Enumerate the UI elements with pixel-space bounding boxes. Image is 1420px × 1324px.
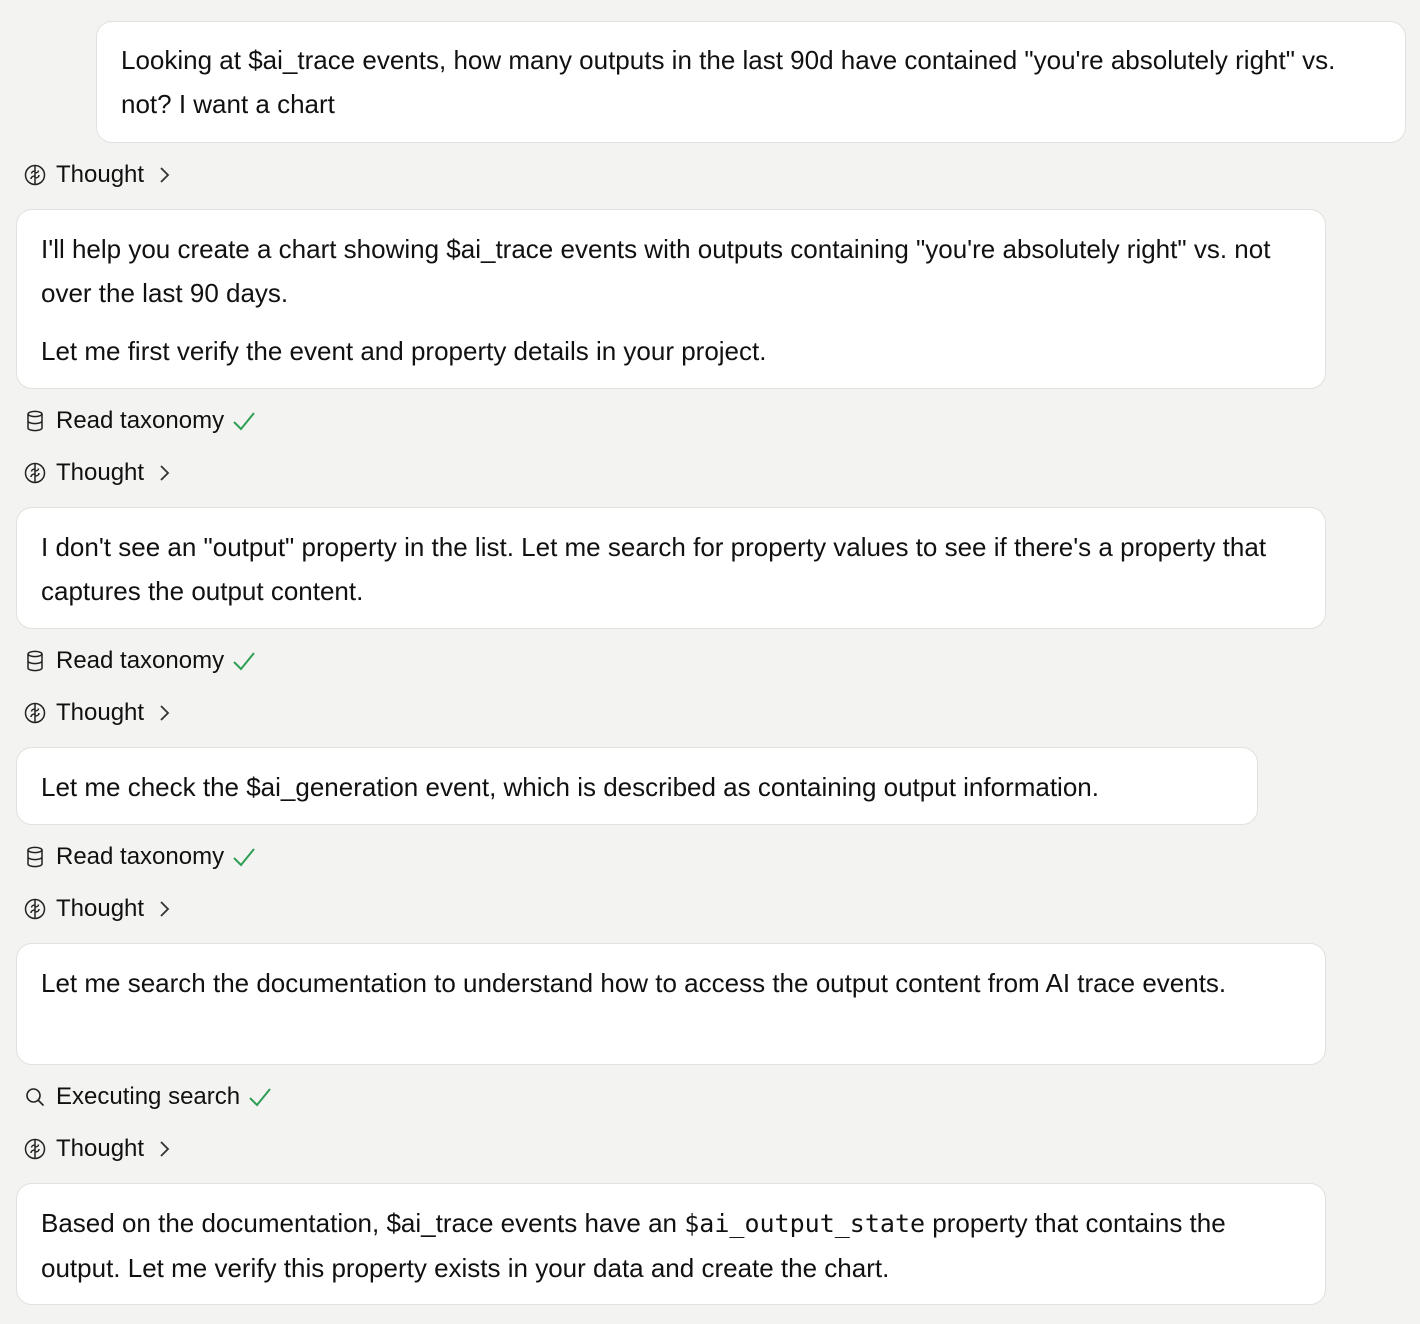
user-message-text: Looking at $ai_trace events, how many outputs in the last 90d have contained "you're absolutely right" vs. not? I want a chart [121,45,1336,119]
thought-toggle[interactable] [24,160,170,190]
thought-toggle[interactable] [24,458,170,488]
assistant-message-text: I'll help you create a chart showing $ai_trace events with outputs containing "you're absolutely right" vs. not over the last 90 days. [41,234,1271,308]
read-taxonomy-step [24,842,256,872]
read-taxonomy-step [24,646,256,676]
assistant-message [16,1183,1326,1305]
assistant-message [16,507,1326,629]
user-message [96,21,1406,143]
check-icon [232,650,256,672]
inline-code: $ai_output_state [684,1209,926,1238]
database-icon [24,846,46,868]
chevron-right-icon [158,166,170,184]
search-icon [24,1086,46,1108]
read-taxonomy-step [24,406,256,436]
check-icon [248,1086,272,1108]
chevron-right-icon [158,1140,170,1158]
thought-toggle[interactable] [24,698,170,728]
brain-icon [24,462,46,484]
database-icon [24,410,46,432]
brain-icon [24,898,46,920]
assistant-message-text: I don't see an "output" property in the list. Let me search for property values to see if there's a property that captures the output content. [41,532,1267,606]
assistant-message-text: Let me first verify the event and property details in your project. [41,336,767,366]
thought-toggle[interactable] [24,894,170,924]
brain-icon [24,702,46,724]
check-icon [232,410,256,432]
assistant-message-text: Let me check the $ai_generation event, which is described as containing output information. [41,772,1099,802]
thought-label: Thought [56,699,145,726]
brain-icon [24,164,46,186]
assistant-message [16,943,1326,1065]
message-text-segment: Based on the documentation, $ai_trace events have an [41,1208,685,1238]
thought-label: Thought [56,459,145,486]
read-taxonomy-label: Read taxonomy [56,843,225,870]
thought-label: Thought [56,161,145,188]
assistant-message-text: Let me search the documentation to understand how to access the output content from AI trace events. [41,968,1227,998]
assistant-message-text [41,1201,1301,1290]
thought-toggle[interactable] [24,1134,170,1164]
database-icon [24,650,46,672]
read-taxonomy-label: Read taxonomy [56,647,225,674]
chevron-right-icon [158,900,170,918]
thought-label: Thought [56,1135,145,1162]
assistant-message [16,209,1326,389]
executing-search-step [24,1082,272,1112]
executing-search-label: Executing search [56,1083,241,1110]
thought-label: Thought [56,895,145,922]
assistant-message [16,747,1258,825]
message-text-segment: property that contains the output. Let me verify this property exists in your data and create the chart. [41,1208,1226,1283]
read-taxonomy-label: Read taxonomy [56,407,225,434]
chevron-right-icon [158,464,170,482]
check-icon [232,846,256,868]
brain-icon [24,1138,46,1160]
chevron-right-icon [158,704,170,722]
